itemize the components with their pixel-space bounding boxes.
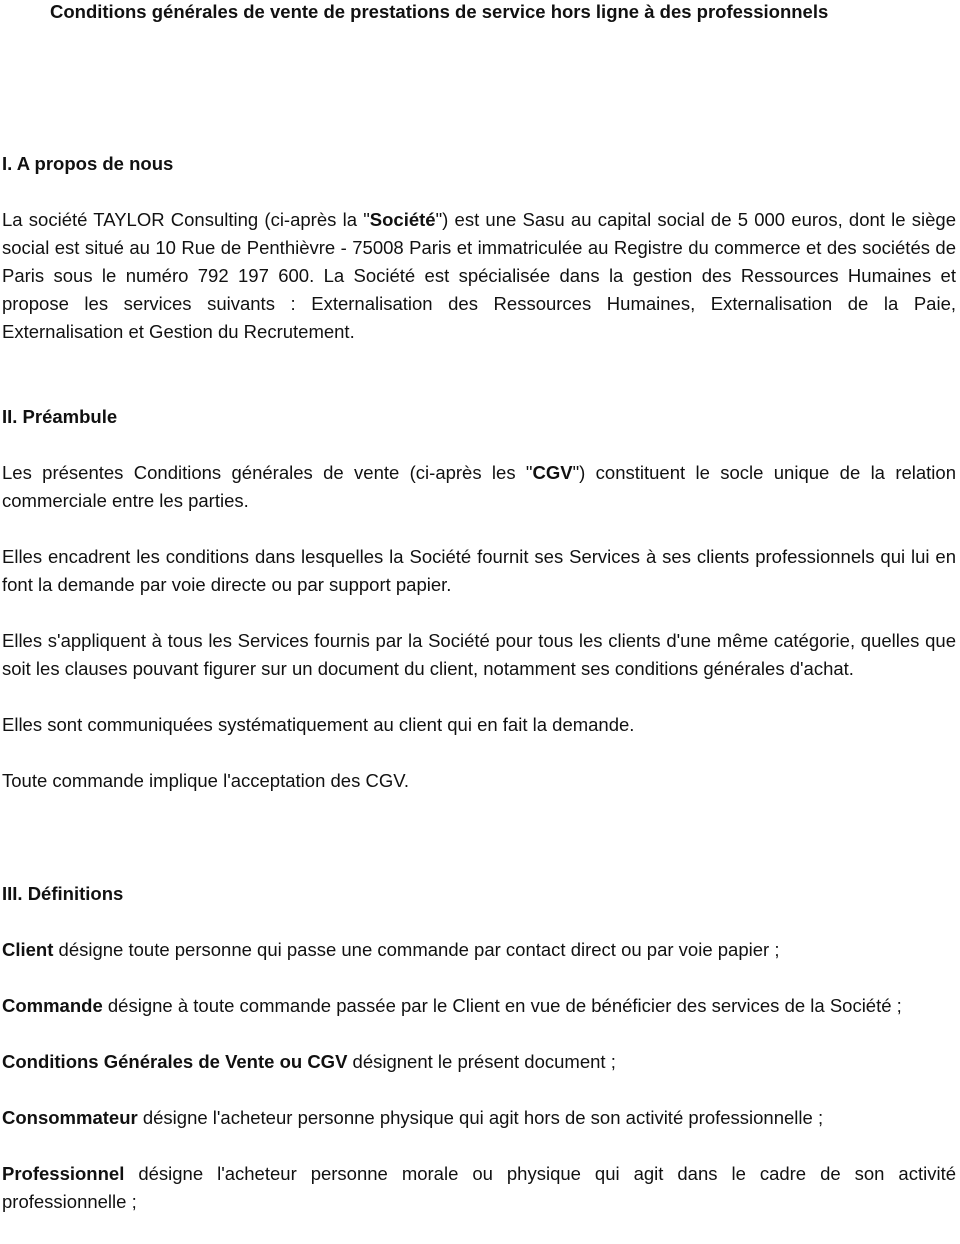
preambule-paragraph-2: Elles encadrent les conditions dans lesquelles la Société fournit ses Services à ses clients professionnels qui lui en font la demande par voie directe ou par support papier. [2,546,956,595]
section-about [2,150,956,346]
preambule-text-start: Les présentes Conditions générales de vente (ci-après les " [2,462,533,483]
preambule-paragraph-3: Elles s'appliquent à tous les Services fournis par la Société pour tous les clients d'une même catégorie, quelles que soit les clauses pouvant figurer sur un document du client, notamment ses conditions générales d'achat. [2,630,956,679]
definition-term: Conditions Générales de Vente ou CGV [2,1051,348,1072]
definition-text: désigne à toute commande passée par le Client en vue de bénéficier des services de la Société ; [102,995,902,1016]
definition-term: Commande [2,995,103,1016]
preambule-paragraph-5: Toute commande implique l'acceptation des CGV. [2,770,409,791]
section-preambule [2,403,956,795]
definition-consommateur [2,1104,956,1132]
section-definitions [2,880,956,1216]
section-heading-about: I. A propos de nous [2,153,174,174]
definition-client [2,936,956,964]
section-heading-definitions: III. Définitions [2,883,124,904]
document-title: Conditions générales de vente de prestations de service hors ligne à des professionnels [50,1,829,22]
definition-cgv [2,1048,956,1076]
preambule-paragraph-1 [2,459,956,515]
definition-term: Consommateur [2,1107,138,1128]
about-term-societe: Société [369,209,436,230]
definition-text: désigne l'acheteur personne physique qui agit hors de son activité professionnelle ; [137,1107,824,1128]
preambule-term-cgv: CGV [532,462,573,483]
about-text-start: La société TAYLOR Consulting (ci-après la " [2,209,370,230]
preambule-paragraph-4: Elles sont communiquées systématiquement au client qui en fait la demande. [2,714,635,735]
preambule-text-end: ") constituent le socle unique de la relation commerciale entre les parties. [2,462,956,511]
definition-text: désigne toute personne qui passe une commande par contact direct ou par voie papier ; [53,939,780,960]
definition-text: désigne l'acheteur personne morale ou physique qui agit dans le cadre de son activité professionnelle ; [2,1163,956,1212]
definition-text: désignent le présent document ; [347,1051,616,1072]
about-text-end: ") est une Sasu au capital social de 5 000 euros, dont le siège social est situé au 10 Rue de Penthièvre - 75008 Paris et immatriculée au Registre du commerce et des sociétés de Paris sous le numéro 792 197 600. La Société est spécialisée dans la gestion des Ressources Humaines et propose les services suivants : Externalisation des Ressources Humaines, Externalisation de la Paie, Externalisation et Gestion du Recrutement. [2,209,956,342]
definition-term: Client [2,939,54,960]
definition-professionnel [2,1160,956,1216]
definition-term: Professionnel [2,1163,125,1184]
section-heading-preambule: II. Préambule [2,406,118,427]
about-paragraph [2,206,956,346]
definition-commande [2,992,956,1020]
